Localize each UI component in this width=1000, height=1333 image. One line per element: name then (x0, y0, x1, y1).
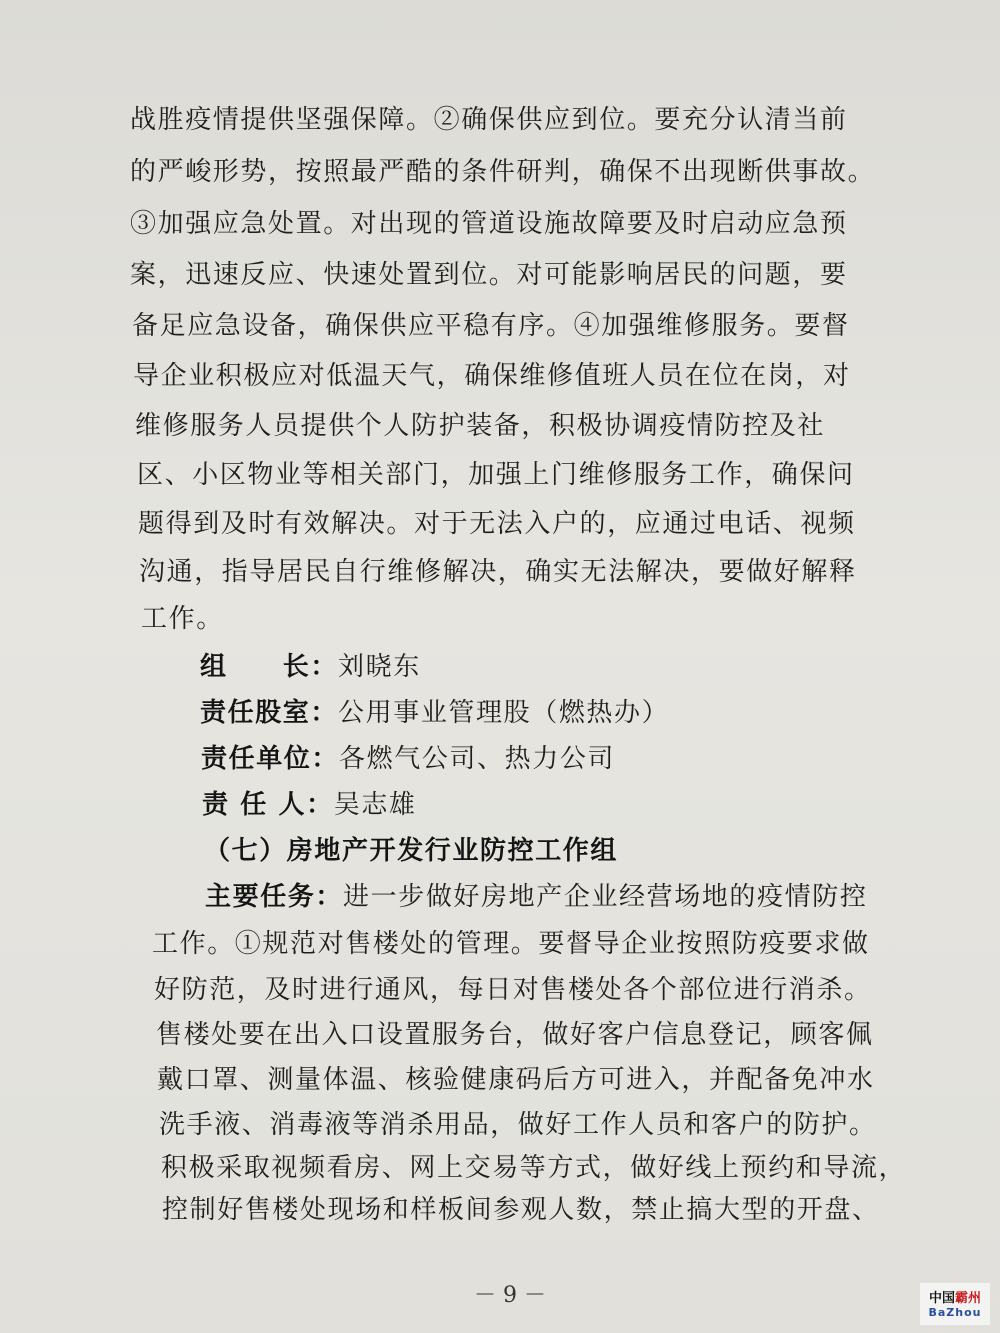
task-line-7: 控制好售楼处现场和样板间参观人数，禁止搞大型的开盘、 (162, 1195, 880, 1225)
assignment-value: 公用事业管理股（燃热办） (338, 698, 670, 728)
site-watermark-logo (920, 1283, 990, 1325)
task-label: 主要任务： (205, 882, 344, 912)
task-line-6: 积极采取视频看房、网上交易等方式，做好线上预约和导流， (161, 1153, 907, 1183)
body-line-8: 区、小区物业等相关部门，加强上门维修服务工作，确保问 (137, 460, 855, 490)
assignment-label: 责 任 人： (202, 790, 334, 820)
task-line-3: 售楼处要在出入口设置服务台，做好客户信息登记，顾客佩 (156, 1020, 874, 1050)
assignment-leader (200, 650, 421, 684)
assignment-label: 责任单位： (201, 744, 340, 774)
assignment-label: 组 长： (200, 652, 339, 682)
watermark-cn-prefix: 中国 (928, 1291, 955, 1306)
assignment-person (202, 788, 417, 822)
task-line-2: 好防范，及时进行通风，每日对售楼处各个部位进行消杀。 (154, 975, 872, 1005)
watermark-cn (920, 1283, 990, 1306)
body-line-5: 备足应急设备，确保供应平稳有序。④加强维修服务。要督 (132, 311, 850, 341)
task-text: 进一步做好房地产企业经营场地的疫情防控 (343, 882, 868, 912)
assignment-value: 各燃气公司、热力公司 (339, 744, 616, 774)
body-line-9: 题得到及时有效解决。对于无法入户的，应通过电话、视频 (138, 509, 856, 539)
body-line-4: 案，迅速反应、快速处置到位。对可能影响居民的问题，要 (130, 260, 848, 290)
task-line-4: 戴口罩、测量体温、核验健康码后方可进入，并配备免冲水 (157, 1065, 875, 1095)
watermark-en: BaZhou (928, 1306, 982, 1319)
page-number: － 9 － (474, 1283, 546, 1308)
body-line-1: 战胜疫情提供坚强保障。②确保供应到位。要充分认清当前 (130, 105, 848, 135)
watermark-cn-red: 霸州 (955, 1291, 982, 1306)
body-line-3: ③加强应急处置。对出现的管道设施故障要及时启动应急预 (130, 209, 848, 239)
body-line-6: 导企业积极应对低温天气，确保维修值班人员在位在岗，对 (133, 361, 851, 391)
assignment-department (200, 696, 669, 730)
task-line-1: 工作。①规范对售楼处的管理。要督导企业按照防疫要求做 (152, 929, 870, 959)
assignment-unit (201, 742, 615, 776)
task-line-5: 洗手液、消毒液等消杀用品，做好工作人员和客户的防护。 (159, 1110, 877, 1140)
assignment-value: 刘晓东 (338, 652, 421, 682)
body-line-2: 的严峻形势，按照最严酷的条件研判，确保不出现断供事故。 (130, 157, 876, 187)
assignment-value: 吴志雄 (333, 790, 417, 820)
body-line-7: 维修服务人员提供个人防护装备，积极协调疫情防控及社 (135, 411, 826, 441)
body-line-10: 沟通，指导居民自行维修解决，确实无法解决，要做好解释 (139, 557, 857, 587)
section-heading: （七）房地产开发行业防控工作组 (204, 836, 619, 866)
assignment-label: 责任股室： (200, 698, 339, 728)
body-line-11: 工作。 (141, 604, 224, 634)
task-line-first (205, 880, 867, 914)
